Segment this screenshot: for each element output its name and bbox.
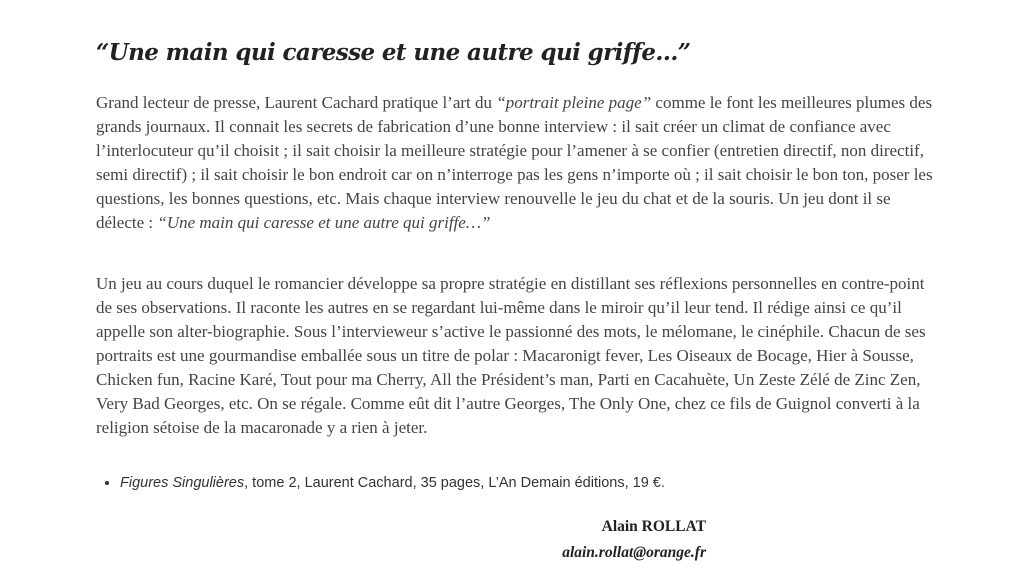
book-info-list bbox=[104, 472, 665, 494]
author-name: Alain ROLLAT bbox=[601, 518, 706, 535]
paragraph-1-part-a: Grand lecteur de presse, Laurent Cachard pratique l’art du bbox=[96, 93, 497, 112]
author-email: alain.rollat@orange.fr bbox=[562, 544, 706, 561]
paragraph-1-part-c: comme le font les meilleures plumes des grands journaux. Il connait les secrets de fabrication d’une bonne interview : il sait créer un climat de confiance avec l’interlocuteur qu’il choisit ; il sait choisir la meilleure stratégie pour l’amener à se confier (entretien directif, non directif, semi directif) ; il sait choisir le bon endroit car on n’interroge pas les gens n’importe où ; il sait choisir le bon ton, poser les questions, les bonnes questions, etc. Mais chaque interview renouvelle le jeu du chat et de la souris. Un jeu dont il se délecte : bbox=[96, 93, 933, 232]
signature-block bbox=[562, 514, 706, 566]
article-heading: “Une main qui caresse et une autre qui griffe…” bbox=[96, 39, 691, 66]
paragraph-2: Un jeu au cours duquel le romancier développe sa propre stratégie en distillant ses réflexions personnelles en contre-point de ses observations. Il raconte les autres en se regardant lui-même dans le miroir qu’il leur tend. Il rédige ainsi ce qu’il appelle son alter-biographie. Sous l’intervieweur s’active le passionné des mots, le mélomane, le cinéphile. Chacun de ses portraits est une gourmandise emballée sous un titre de polar : Macaronigt fever, Les Oiseaux de Bocage, Hier à Sousse, Chicken fun, Racine Karé, Tout pour ma Cherry, All the Président’s man, Parti en Cacahuète, Un Zeste Zélé de Zinc Zen, Very Bad Georges, etc. On se régale. Comme eût dit l’autre Georges, The Only One, chez ce fils de Guignol converti à la religion sétoise de la macaronade y a rien à jeter. bbox=[96, 274, 926, 437]
paragraph-1-quote-portrait: “portrait pleine page” bbox=[496, 93, 652, 112]
paragraph-1-quote-main: “Une main qui caresse et une autre qui griffe…” bbox=[157, 213, 491, 232]
book-details: , tome 2, Laurent Cachard, 35 pages, L’An Demain éditions, 19 €. bbox=[244, 475, 665, 491]
book-title: Figures Singulières bbox=[120, 475, 245, 491]
book-info-item bbox=[120, 472, 665, 494]
paragraph-1 bbox=[96, 91, 936, 235]
